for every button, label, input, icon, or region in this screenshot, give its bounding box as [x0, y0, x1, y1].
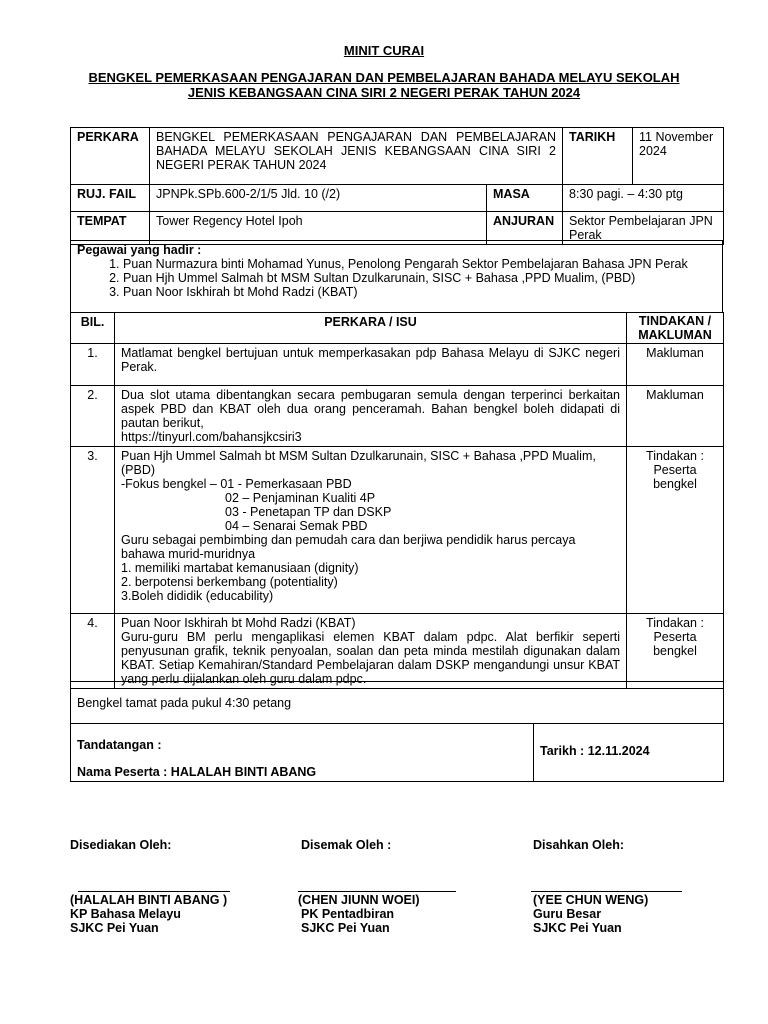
focus-item: 04 – Senarai Semak PBD	[225, 519, 368, 533]
row-speaker: Puan Hjh Ummel Salmah bt MSM Sultan Dzulkarunain, SISC + Bahasa ,PPD Mualim, (PBD)	[121, 449, 596, 477]
signatory-title: KP Bahasa Melayu	[70, 907, 181, 921]
masa-value: 8:30 pagi. – 4:30 ptg	[563, 185, 724, 212]
nama-peserta: Nama Peserta : HALALAH BINTI ABANG	[77, 765, 317, 779]
perkara-value: BENGKEL PEMERKASAAN PENGAJARAN DAN PEMBELAJARAN BAHADA MELAYU SEKOLAH JENIS KEBANGSAAN CINA SIRI 2 NEGERI PERAK TAHUN 2024	[150, 128, 563, 185]
row-number: 4.	[71, 614, 115, 689]
table-row	[71, 614, 724, 689]
row-action: Tindakan : Peserta bengkel	[627, 447, 724, 614]
tarikh-value: 11 November 2024	[633, 128, 724, 185]
row-paragraph: Guru sebagai pembimbing dan pemudah cara dan berjiwa pendidik harus percaya bahawa murid-muridnya	[121, 533, 576, 561]
attendance-table	[70, 240, 723, 313]
attendee-item: 2. Puan Hjh Ummel Salmah bt MSM Sultan Dzulkarunain, SISC + Bahasa ,PPD Mualim, (PBD)	[123, 271, 716, 285]
row-number: 3.	[71, 447, 115, 614]
signatory-name: (HALALAH BINTI ABANG )	[70, 893, 228, 907]
tempat-label: TEMPAT	[71, 212, 150, 245]
tarikh-label: TARIKH	[563, 128, 633, 185]
attendee-item: 3. Puan Noor Iskhirah bt Mohd Radzi (KBAT)	[123, 285, 716, 299]
document-title: MINIT CURAI	[343, 43, 425, 58]
ruj-fail-value: JPNPk.SPb.600-2/1/5 Jld. 10 (/2)	[150, 185, 487, 212]
row-number: 2.	[71, 386, 115, 447]
row-action: Tindakan : Peserta bengkel	[627, 614, 724, 689]
masa-label: MASA	[487, 185, 563, 212]
header-table	[70, 127, 724, 245]
signatory-school: SJKC Pei Yuan	[533, 921, 622, 935]
signatory-school: SJKC Pei Yuan	[70, 921, 159, 935]
signatory-school: SJKC Pei Yuan	[301, 921, 390, 935]
anjuran-label: ANJURAN	[487, 212, 563, 245]
row-text: Dua slot utama dibentangkan secara pembugaran semula dengan terperinci berkaitan aspek PBD dan KBAT oleh dua orang penceramah. Bahan bengkel boleh didapati di pautan berikut,	[121, 388, 620, 430]
sig-role-checked: Disemak Oleh :	[301, 838, 392, 852]
signature-line	[531, 891, 682, 892]
table-row	[71, 386, 724, 447]
tempat-value: Tower Regency Hotel Ipoh	[150, 212, 487, 245]
sig-role-approved: Disahkan Oleh:	[533, 838, 624, 852]
attendance-label: Pegawai yang hadir :	[77, 243, 202, 257]
signature-line	[78, 891, 230, 892]
row-text: Matlamat bengkel bertujuan untuk memperkasakan pdp Bahasa Melayu di SJKC negeri Perak.	[115, 344, 627, 386]
anjuran-value: Sektor Pembelajaran JPN Perak	[563, 212, 724, 245]
signatory-title: PK Pentadbiran	[301, 907, 395, 921]
tarikh-signed: Tarikh : 12.11.2024	[534, 724, 724, 782]
closing-table	[70, 681, 724, 782]
col-bil-header: BIL.	[71, 313, 115, 344]
minutes-table	[70, 312, 724, 689]
point-item: 1. memiliki martabat kemanusiaan (dignity)	[121, 561, 359, 575]
focus-item: 02 – Penjaminan Kualiti 4P	[225, 491, 376, 505]
row-link[interactable]: https://tinyurl.com/bahansjkcsiri3	[121, 430, 302, 444]
ruj-fail-label: RUJ. FAIL	[71, 185, 150, 212]
focus-item: 03 - Penetapan TP dan DSKP	[225, 505, 392, 519]
signatory-name: (CHEN JIUNN WOEI)	[298, 893, 420, 907]
signatory-title: Guru Besar	[533, 907, 602, 921]
sig-role-prepared: Disediakan Oleh:	[70, 838, 172, 852]
focus-label: -Fokus bengkel – 01 - Pemerkasaan PBD	[121, 477, 352, 491]
document-heading: BENGKEL PEMERKASAAN PENGAJARAN DAN PEMBELAJARAN BAHADA MELAYU SEKOLAH JENIS KEBANGSAAN CINA SIRI 2 NEGERI PERAK TAHUN 2024	[88, 70, 680, 100]
signatory-name: (YEE CHUN WENG)	[533, 893, 649, 907]
row-speaker: Puan Noor Iskhirah bt Mohd Radzi (KBAT)	[121, 616, 356, 630]
perkara-label: PERKARA	[71, 128, 150, 185]
row-action: Makluman	[627, 386, 724, 447]
row-number: 1.	[71, 344, 115, 386]
col-perkara-header: PERKARA / ISU	[115, 313, 627, 344]
table-row	[71, 344, 724, 386]
signatory-prepared	[70, 893, 227, 935]
row-action: Makluman	[627, 344, 724, 386]
row-text: Guru-guru BM perlu mengaplikasi elemen KBAT dalam pdpc. Alat berfikir seperti penyusunan grafik, teknik penyoalan, soalan dan peta minda mestilah digunakan dalam KBAT. Setiap Kemahiran/Standard Pembelajaran dalam DSKP mengandungi unsur KBAT yang perlu dijalankan oleh guru dalam pdpc.	[121, 630, 620, 686]
signatory-checked	[298, 893, 420, 935]
point-item: 3.Boleh dididik (educability)	[121, 589, 274, 603]
signatory-approved	[533, 893, 648, 935]
point-item: 2. berpotensi berkembang (potentiality)	[121, 575, 338, 589]
tandatangan-label: Tandatangan :	[77, 738, 162, 752]
col-tindakan-header: TINDAKAN / MAKLUMAN	[627, 313, 724, 344]
attendee-item: 1. Puan Nurmazura binti Mohamad Yunus, Penolong Pengarah Sektor Pembelajaran Bahasa JPN Perak	[123, 257, 716, 271]
signature-line	[298, 891, 456, 892]
attendance-list	[77, 257, 716, 299]
table-row	[71, 447, 724, 614]
closing-text: Bengkel tamat pada pukul 4:30 petang	[71, 682, 724, 724]
